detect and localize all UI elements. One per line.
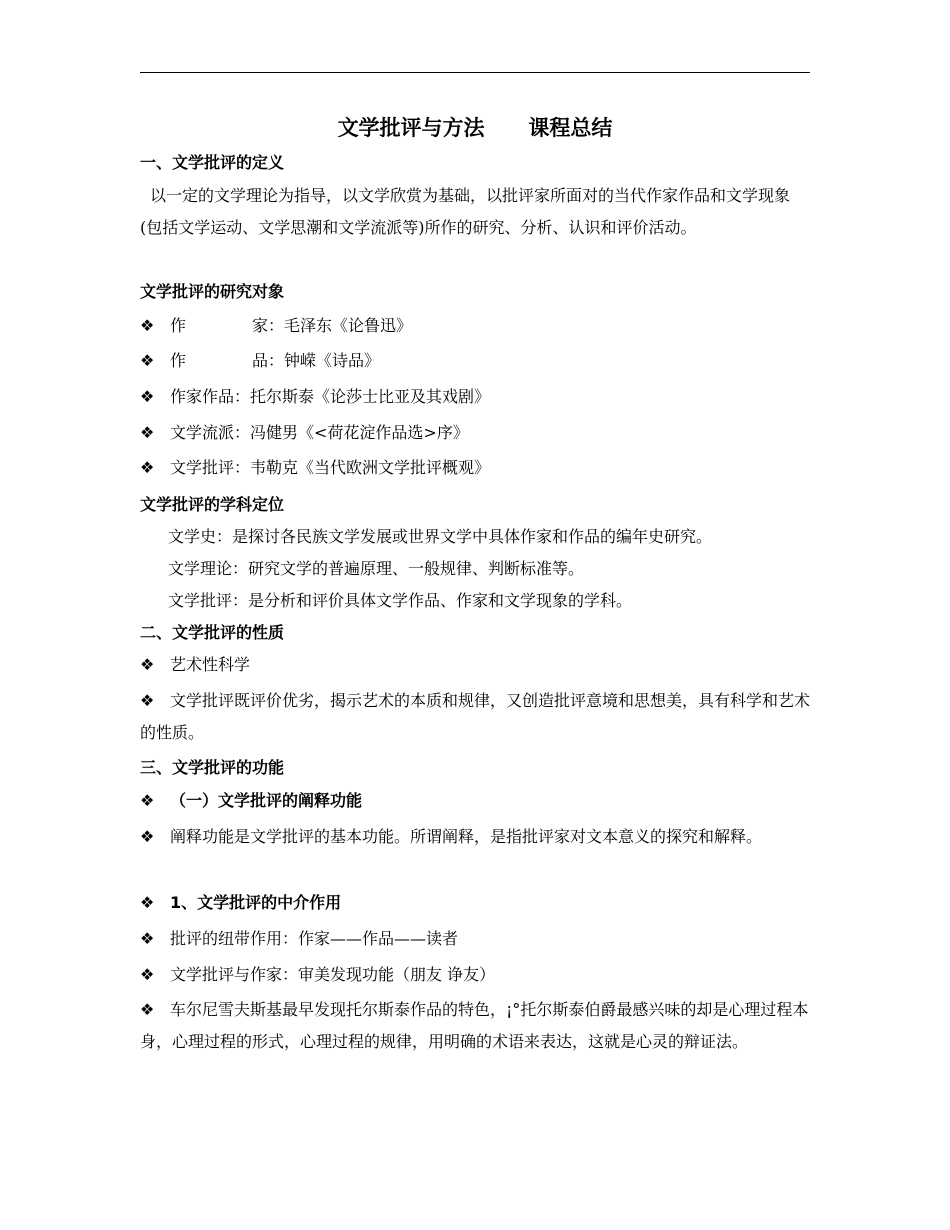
bullet-icon: ❖ [140, 423, 155, 442]
function-item: ❖ 文学批评与作家：审美发现功能（朋友 诤友） [140, 958, 810, 991]
function-item: ❖ 批评的纽带作用：作家——作品——读者 [140, 922, 810, 955]
function-item: ❖ 车尔尼雪夫斯基最早发现托尔斯泰作品的特色，¡°托尔斯泰伯爵最感兴味的却是心理过程本身，心理过程的形式，心理过程的规律，用明确的术语来表达，这就是心灵的辩证法。 [140, 994, 810, 1058]
document-title: 文学批评与方法 课程总结 [337, 116, 613, 140]
function-paragraph: ❖ 阐释功能是文学批评的基本功能。所谓阐释，是指批评家对文本意义的探究和解释。 [140, 821, 810, 853]
function-subheading: ❖ （一）文学批评的阐释功能 [140, 784, 810, 817]
bullet-icon: ❖ [140, 827, 155, 846]
section-heading-definition: 一、文学批评的定义 [140, 153, 285, 172]
definition-paragraph: 以一定的文学理论为指导，以文学欣赏为基础，以批评家所面对的当代作家作品和文学现象(包括文学运动、文学思潮和文学流派等)所作的研究、分析、认识和评价活动。 [140, 186, 791, 237]
object-item: ❖ 作 家：毛泽东《论鲁迅》 [140, 309, 810, 342]
function-subheading: ❖ 1、文学批评的中介作用 [140, 886, 810, 919]
bullet-icon: ❖ [140, 655, 155, 674]
object-item: ❖ 作 品：钟嵘《诗品》 [140, 344, 810, 377]
bullet-icon: ❖ [140, 893, 155, 912]
bullet-icon: ❖ [140, 691, 155, 710]
object-item: ❖ 文学流派：冯健男《<荷花淀作品选>序》 [140, 416, 810, 449]
header-rule [140, 72, 810, 73]
section-heading-nature: 二、文学批评的性质 [140, 623, 285, 642]
bullet-icon: ❖ [140, 965, 155, 984]
positioning-line: 文学理论：研究文学的普遍原理、一般规律、判断标准等。 [168, 559, 585, 578]
nature-item: ❖ 文学批评既评价优劣，揭示艺术的本质和规律，又创造批评意境和思想美，具有科学和艺术的性质。 [140, 685, 810, 749]
bullet-icon: ❖ [140, 929, 155, 948]
bullet-icon: ❖ [140, 387, 155, 406]
bullet-icon: ❖ [140, 791, 155, 810]
bullet-icon: ❖ [140, 316, 155, 335]
positioning-line: 文学批评：是分析和评价具体文学作品、作家和文学现象的学科。 [168, 591, 633, 610]
positioning-heading: 文学批评的学科定位 [140, 495, 285, 514]
bullet-icon: ❖ [140, 351, 155, 370]
bullet-icon: ❖ [140, 458, 155, 477]
bullet-icon: ❖ [140, 1000, 155, 1019]
positioning-line: 文学史：是探讨各民族文学发展或世界文学中具体作家和作品的编年史研究。 [168, 527, 713, 546]
object-item: ❖ 作家作品：托尔斯泰《论莎士比亚及其戏剧》 [140, 380, 810, 413]
section-heading-function: 三、文学批评的功能 [140, 758, 285, 777]
object-item: ❖ 文学批评：韦勒克《当代欧洲文学批评概观》 [140, 451, 810, 484]
objects-heading: 文学批评的研究对象 [140, 282, 285, 301]
nature-item: ❖ 艺术性科学 [140, 648, 810, 681]
